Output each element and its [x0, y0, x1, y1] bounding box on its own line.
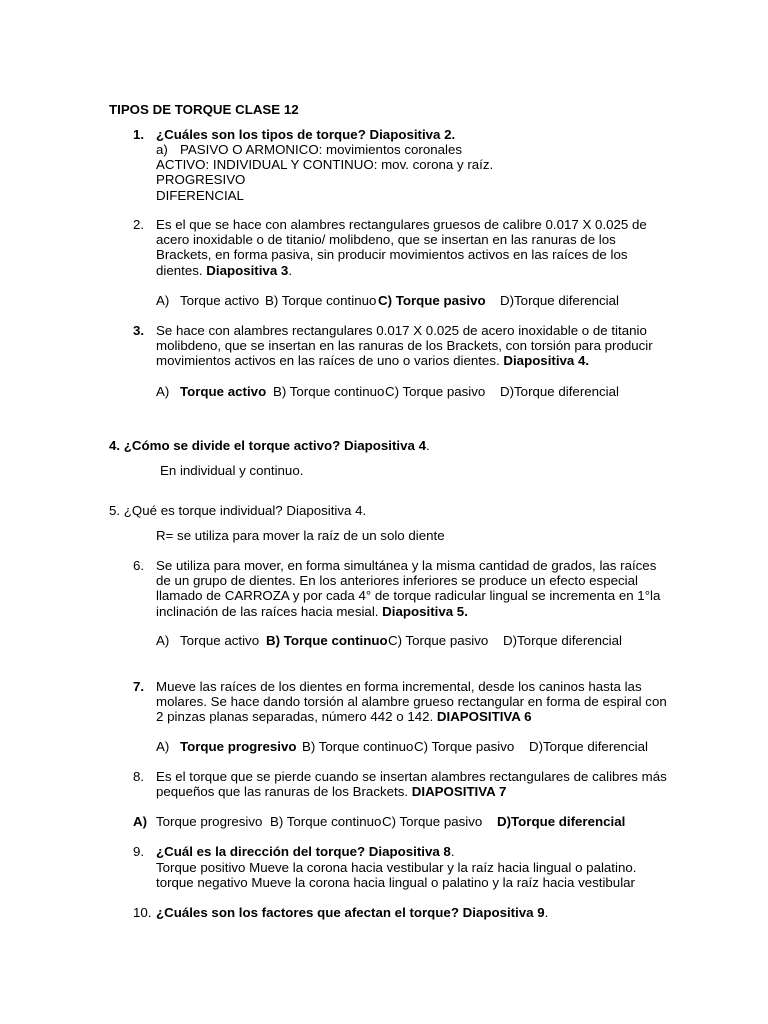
slide-reference: DIAPOSITIVA 6 [436, 709, 532, 724]
option-b: B) Torque continuo [270, 814, 382, 829]
option-letter: A) [156, 384, 170, 399]
question-line: Es el torque que se pierde cuando se insertan alambres rectangulares de calibres más [156, 769, 667, 784]
option-letter: A) [133, 814, 148, 829]
question-line: molares. Se hace dando torsión al alambre grueso rectangular en forma de espiral con [156, 694, 667, 709]
answer-line: ACTIVO: INDIVIDUAL Y CONTINUO: mov. corona y raíz. [156, 157, 494, 172]
option-letter: A) [156, 739, 170, 754]
question-line: llamado de CARROZA y por cada 4° de torque radicular lingual se incrementa en 1°la [156, 588, 661, 603]
option-b: B) Torque continuo [265, 293, 377, 308]
question-line: de un grupo de dientes. En los anteriores inferiores se produce un efecto especial [156, 573, 638, 588]
option-a-correct: Torque activo [180, 384, 267, 399]
option-d: D)Torque diferencial [500, 384, 619, 399]
option-a: Torque progresivo [156, 814, 263, 829]
option-c: C) Torque pasivo [382, 814, 483, 829]
question-text: ¿Cuál es la dirección del torque? Diapositiva 8. [156, 844, 455, 859]
question-line: 2 pinzas planas separadas, número 442 o 142. DIAPOSITIVA 6 [156, 709, 532, 724]
option-b: B) Torque continuo [273, 384, 385, 399]
question-text: 5. ¿Qué es torque individual? Diapositiva 4. [109, 503, 367, 518]
option-d: D)Torque diferencial [529, 739, 648, 754]
option-a: Torque activo [180, 633, 260, 648]
answer-line: torque negativo Mueve la corona hacia lingual o palatino y la raíz hacia vestibular [156, 875, 635, 890]
option-b: B) Torque continuo [302, 739, 414, 754]
answer-line: En individual y continuo. [160, 463, 304, 478]
option-c: C) Torque pasivo [388, 633, 489, 648]
question-line: movimientos activos en las raíces de uno o varios dientes. Diapositiva 4. [156, 353, 590, 368]
question-text: ¿Cuáles son los tipos de torque? Diapositiva 2. [156, 127, 456, 142]
question-number: 6. [133, 558, 145, 573]
option-a: Torque activo [180, 293, 260, 308]
option-letter: A) [156, 633, 170, 648]
question-line: molibdeno, que se insertan en las ranuras de los Brackets, con torsión para producir [156, 338, 653, 353]
question-line: acero inoxidable o de titanio/ molibdeno, que se insertan en las ranuras de los [156, 232, 616, 247]
answer-line: Torque positivo Mueve la corona hacia vestibular y la raíz hacia lingual o palatino. [156, 860, 637, 875]
question-text: ¿Cuáles son los factores que afectan el torque? Diapositiva 9. [156, 905, 549, 920]
option-b-correct: B) Torque continuo [266, 633, 388, 648]
document-title: TIPOS DE TORQUE CLASE 12 [109, 102, 299, 117]
slide-reference: Diapositiva 5. [382, 604, 468, 619]
option-d: D)Torque diferencial [500, 293, 619, 308]
option-letter: A) [156, 293, 170, 308]
question-line: Se utiliza para mover, en forma simultánea y la misma cantidad de grados, las raíces [156, 558, 657, 573]
question-number: 2. [133, 217, 145, 232]
option-d-correct: D)Torque diferencial [497, 814, 626, 829]
answer-line: R= se utiliza para mover la raíz de un solo diente [156, 528, 445, 543]
question-number: 7. [133, 679, 145, 694]
question-number: 8. [133, 769, 145, 784]
option-c-correct: C) Torque pasivo [378, 293, 486, 308]
question-line: pequeños que las ranuras de los Brackets. DIAPOSITIVA 7 [156, 784, 507, 799]
question-line: Es el que se hace con alambres rectangulares gruesos de calibre 0.017 X 0.025 de [156, 217, 647, 232]
option-d: D)Torque diferencial [503, 633, 622, 648]
answer-line: PASIVO O ARMONICO: movimientos coronales [180, 142, 463, 157]
list-letter: a) [156, 142, 168, 157]
slide-reference: Diapositiva 4. [503, 353, 590, 368]
option-c: C) Torque pasivo [385, 384, 486, 399]
answer-line: DIFERENCIAL [156, 188, 244, 203]
question-number: 3. [133, 323, 145, 338]
option-c: C) Torque pasivo [414, 739, 515, 754]
slide-reference: Diapositiva 3 [206, 263, 289, 278]
question-number: 10. [133, 905, 152, 920]
slide-reference: DIAPOSITIVA 7 [411, 784, 507, 799]
question-line: Mueve las raíces de los dientes en forma incremental, desde los caninos hasta las [156, 679, 642, 694]
question-line: inclinación de las raíces hacia mesial. Diapositiva 5. [156, 604, 468, 619]
question-line: dientes. Diapositiva 3. [156, 263, 293, 278]
question-text: 4. ¿Cómo se divide el torque activo? Diapositiva 4. [109, 438, 430, 453]
answer-line: PROGRESIVO [156, 172, 246, 187]
question-number: 9. [133, 844, 145, 859]
question-line: Se hace con alambres rectangulares 0.017 X 0.025 de acero inoxidable o de titanio [156, 323, 647, 338]
option-a-correct: Torque progresivo [180, 739, 297, 754]
question-line: Brackets, en forma pasiva, sin producir movimientos activos en las raíces de los [156, 247, 628, 262]
question-number: 1. [133, 127, 145, 142]
